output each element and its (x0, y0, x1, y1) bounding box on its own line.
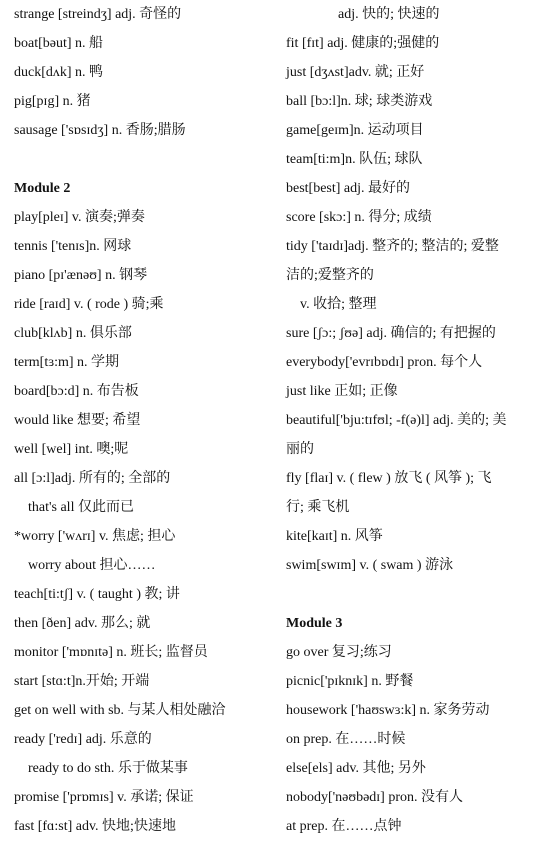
vocab-entry: all [ɔ:l]adj. 所有的; 全部的 (14, 471, 171, 486)
vocab-entry: housework ['haʊswɜ:k] n. 家务劳动 (286, 703, 490, 718)
vocab-entry: term[tɜ:m] n. 学期 (14, 355, 120, 370)
left-column (14, 0, 272, 841)
vocab-entry: pig[pɪg] n. 猪 (14, 94, 91, 109)
vocab-entry: score [skɔ:] n. 得分; 成绩 (286, 210, 432, 225)
vocab-entry: piano [pɪ'ænəʊ] n. 钢琴 (14, 268, 148, 283)
vocab-entry: duck[dʌk] n. 鸭 (14, 65, 104, 80)
vocab-entry: ready to do sth. 乐于做某事 (28, 761, 188, 776)
vocab-entry: boat[bəut] n. 船 (14, 36, 104, 51)
vocab-entry: just [dʒʌst]adv. 就; 正好 (286, 65, 425, 80)
vocab-entry: 丽的 (286, 442, 314, 457)
vocab-entry: picnic['pɪknɪk] n. 野餐 (286, 674, 414, 689)
vocab-entry: worry about 担心…… (28, 558, 156, 573)
vocab-entry: well [wel] int. 噢;呢 (14, 442, 129, 457)
vocab-entry: go over 复习;练习 (286, 645, 392, 660)
vocab-entry: everybody['evrɪbɒdɪ] pron. 每个人 (286, 355, 483, 370)
vocab-entry: board[bɔ:d] n. 布告板 (14, 384, 139, 399)
vocab-entry: nobody['nəʊbədɪ] pron. 没有人 (286, 790, 464, 805)
vocab-entry: that's all 仅此而已 (28, 500, 134, 515)
vocab-entry: fast [fɑ:st] adv. 快地;快速地 (14, 819, 176, 834)
vocab-entry: tennis ['tenɪs]n. 网球 (14, 239, 132, 254)
vocab-entry: 行; 乘飞机 (286, 500, 350, 515)
blank-line (14, 145, 272, 174)
vocab-entry: v. 收拾; 整理 (300, 297, 377, 312)
vocab-entry: team[ti:m]n. 队伍; 球队 (286, 152, 423, 167)
blank-line (286, 580, 534, 609)
module-heading: Module 3 (286, 616, 343, 631)
module-heading: Module 2 (14, 181, 71, 196)
vocab-entry: promise ['prɒmɪs] v. 承诺; 保证 (14, 790, 194, 805)
vocab-entry: just like 正如; 正像 (286, 384, 398, 399)
vocab-entry: ride [raɪd] v. ( rode ) 骑;乘 (14, 297, 164, 312)
vocab-entry: get on well with sb. 与某人相处融洽 (14, 703, 226, 718)
vocab-entry: at prep. 在……点钟 (286, 819, 402, 834)
vocab-entry: swim[swɪm] v. ( swam ) 游泳 (286, 558, 454, 573)
vocab-entry: teach[ti:tʃ] v. ( taught ) 教; 讲 (14, 587, 180, 602)
vocab-entry: fly [flaɪ] v. ( flew ) 放飞 ( 风筝 ); 飞 (286, 471, 492, 486)
vocab-entry: then [ðen] adv. 那么; 就 (14, 616, 151, 631)
vocab-entry: sausage ['sɒsɪdʒ] n. 香肠;腊肠 (14, 123, 186, 138)
vocab-entry: monitor ['mɒnɪtə] n. 班长; 监督员 (14, 645, 208, 660)
vocab-entry: strange [streindʒ] adj. 奇怪的 (14, 7, 182, 22)
vocab-entry: ready ['redɪ] adj. 乐意的 (14, 732, 152, 747)
vocab-entry: club[klʌb] n. 俱乐部 (14, 326, 132, 341)
vocab-entry: start [stɑ:t]n.开始; 开端 (14, 674, 150, 689)
vocab-entry: adj. 快的; 快速的 (338, 7, 440, 22)
vocab-entry: sure [ʃɔ:; ʃʊə] adj. 确信的; 有把握的 (286, 326, 496, 341)
vocab-entry: play[pleɪ] v. 演奏;弹奏 (14, 210, 145, 225)
vocab-entry: tidy ['taɪdɪ]adj. 整齐的; 整洁的; 爱整 (286, 239, 499, 254)
vocab-entry: game[geɪm]n. 运动项目 (286, 123, 424, 138)
vocab-entry: on prep. 在……时候 (286, 732, 406, 747)
vocab-entry: else[els] adv. 其他; 另外 (286, 761, 426, 776)
vocab-entry: fit [fɪt] adj. 健康的;强健的 (286, 36, 440, 51)
vocab-entry: best[best] adj. 最好的 (286, 181, 411, 196)
vocab-entry: beautiful['bju:tɪfʊl; -f(ə)l] adj. 美的; 美 (286, 413, 507, 428)
right-column (286, 0, 534, 841)
vocab-entry: would like 想要; 希望 (14, 413, 141, 428)
vocab-entry: kite[kaɪt] n. 风筝 (286, 529, 383, 544)
vocab-entry: 洁的;爱整齐的 (286, 268, 374, 283)
vocab-entry: ball [bɔ:l]n. 球; 球类游戏 (286, 94, 433, 109)
vocab-entry: *worry ['wʌrɪ] v. 焦虑; 担心 (14, 529, 176, 544)
